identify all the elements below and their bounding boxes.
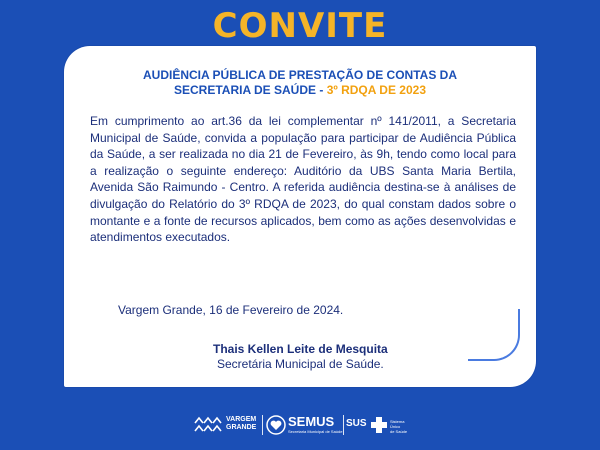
invitation-body: Em cumprimento ao art.36 da lei complementar nº 141/2011, a Secretaria Municipal de Saúde, convida a população para participar de Audiência Pública da Saúde, a ser realizada no dia 21 de Fevereiro, às 9h, tendo como local para a realização o seguinte endereço: Auditório da UBS Santa Maria Bertila, Avenida São Raimundo - Centro. A referida audiência destina-se à análises de divulgação do Relatório do 3º RDQA de 2023, do qual constam dados sobre o montante e a fonte de recursos aplicados, bem como as ações desenvolvidas e atendimentos executados. xyxy=(90,114,516,245)
sus-sub-2: Único xyxy=(390,424,401,429)
vg-line-2: GRANDE xyxy=(226,424,257,431)
signature-name: Thais Kellen Leite de Mesquita xyxy=(213,342,388,356)
vargem-grande-logo xyxy=(193,410,261,440)
sus-logo xyxy=(346,410,410,440)
sus-text: SUS xyxy=(346,418,367,429)
sus-sub-1: Sistema xyxy=(390,419,405,424)
sus-subtitle xyxy=(390,419,407,434)
semus-text: SEMUS xyxy=(288,414,335,429)
health-cross-icon xyxy=(370,416,388,434)
decorative-corner xyxy=(468,309,520,361)
signature-role: Secretária Municipal de Saúde. xyxy=(217,357,384,371)
sus-sub-3: de Saúde xyxy=(390,429,408,434)
footer-logos xyxy=(0,410,600,440)
city-emblem-icon xyxy=(193,414,223,436)
place-date: Vargem Grande, 16 de Fevereiro de 2024. xyxy=(118,303,344,317)
semus-logo xyxy=(266,410,342,440)
heading-line-2 xyxy=(88,83,512,98)
vargem-grande-text xyxy=(226,416,256,432)
footer-divider xyxy=(262,415,263,435)
page-title: CONVITE xyxy=(212,6,388,46)
heading-accent: 3º RDQA DE 2023 xyxy=(326,83,426,97)
invitation-heading xyxy=(88,68,512,98)
semus-subtitle: Secretaria Municipal de Saúde xyxy=(288,429,343,434)
invitation-card xyxy=(64,46,536,387)
heading-line-1: AUDIÊNCIA PÚBLICA DE PRESTAÇÃO DE CONTAS DA xyxy=(142,68,457,82)
health-heart-icon xyxy=(266,415,286,435)
vg-line-1: VARGEM xyxy=(226,416,257,423)
footer-divider xyxy=(343,415,344,435)
heading-line-2-main: SECRETARIA DE SAÚDE - xyxy=(174,83,327,97)
